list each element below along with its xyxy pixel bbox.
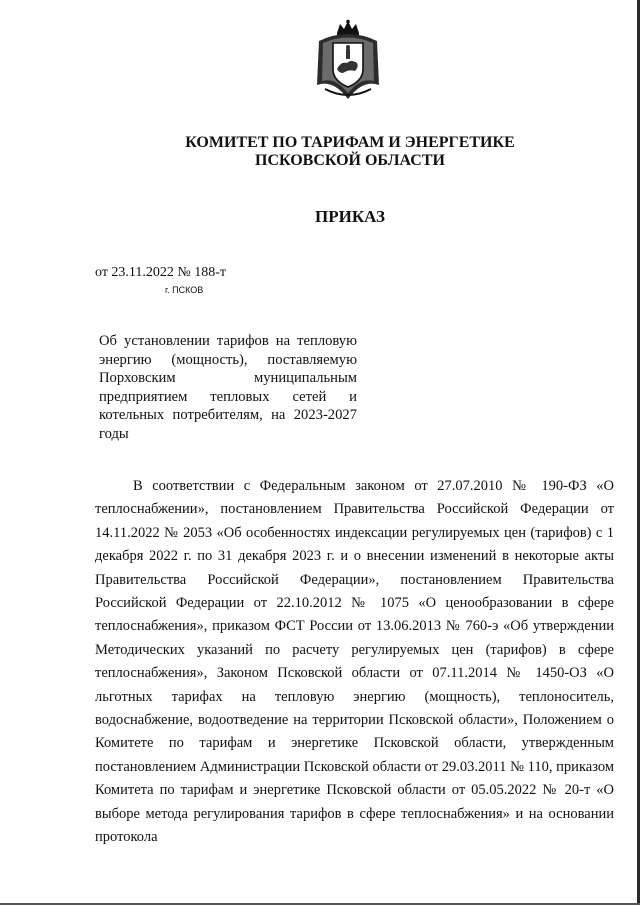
organization-name-line2: ПСКОВСКОЙ ОБЛАСТИ <box>255 152 445 169</box>
pskov-coat-of-arms-icon <box>313 19 383 103</box>
order-body-paragraph: В соответствии с Федеральным законом от 27.07.2010 № 190-ФЗ «О теплоснабжении», постановлением Правительства Российской Федерации от 14.11.2022 № 2053 «Об особенностях индексации регулируемых цен (тарифов) с 1 декабря 2022 г. по 31 декабря 2023 г. и о внесении изменений в некоторые акты Правительства Российской Федерации», постановлением Правительства Российской Федерации от 22.10.2012 № 1075 «О ценообразовании в сфере теплоснабжения», приказом ФСТ России от 13.06.2013 № 760-э «Об утверждении Методических указаний по расчету регулируемых цен (тарифов) в сфере теплоснабжения», Законом Псковской области от 07.11.2014 № 1450-ОЗ «О льготных тарифах на тепловую энергию (мощность), теплоноситель, водоснабжение, водоотведение на территории Псковской области», Положением о Комитете по тарифам и энергетике Псковской области, утвержденным постановлением Администрации Псковской области от 29.03.2011 № 110, приказом Комитета по тарифам и энергетике Псковской области от 05.05.2022 № 20-т «О выборе метода регулирования тарифов в сфере теплоснабжения» и на основании протокола <box>95 478 614 846</box>
city-name: г. ПСКОВ <box>165 285 204 295</box>
organization-name-line1: КОМИТЕТ ПО ТАРИФАМ И ЭНЕРГЕТИКЕ <box>185 134 515 151</box>
order-subject: Об установлении тарифов на тепловую энергию (мощность), поставляемую Порховским муниципальным предприятием тепловых сетей и котельных потребителям, на 2023-2027 годы <box>99 333 357 442</box>
document-title: ПРИКАЗ <box>315 207 385 226</box>
date-and-number: от 23.11.2022 № 188-т <box>95 265 227 280</box>
